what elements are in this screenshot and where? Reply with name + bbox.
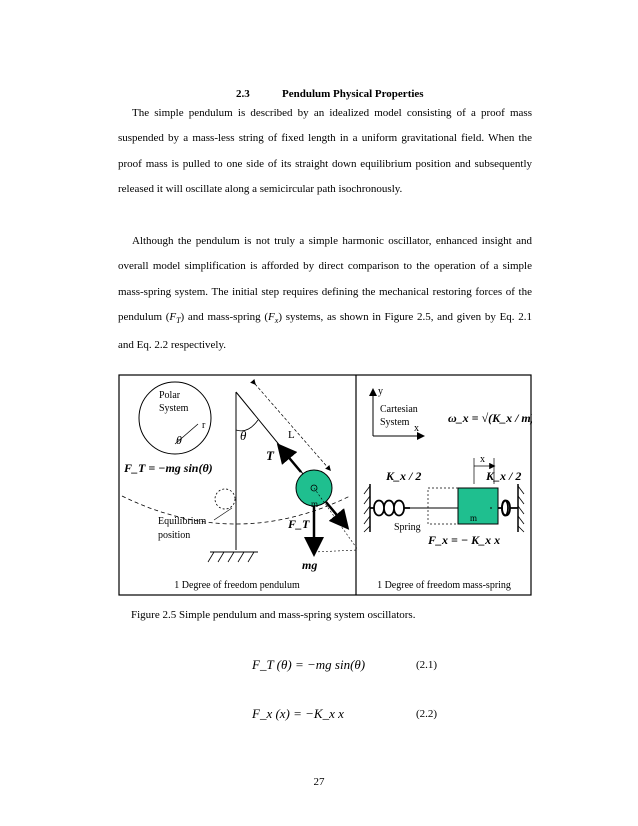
equilibrium-label-2: position [158,530,191,541]
equilibrium-label-1: Equilibrium [158,516,207,527]
equation-2-2: F_x (x) = −K_x x [252,706,344,721]
page-number: 27 [313,776,325,788]
y-axis-label: y [378,386,383,397]
ft-label: F_T [288,517,310,531]
section-number: 2.3 [236,88,250,100]
spring-force-equation: F_x = − K_x x [428,533,501,547]
pendulum-force-equation: F_T = −mg sin(θ) [124,461,213,475]
length-label: L [288,429,295,441]
paragraph-1 [118,101,532,202]
theta-label: θ [240,428,247,443]
tension-label: T [266,448,274,463]
equation-2-1-number: (2.1) [416,659,438,671]
paragraph-1-text: The simple pendulum is described by an idealized model consisting of a proof mass suspended by a mass-less string of fixed length in a uniform gravitational field. When the proof mass is pulled to one side of its straight down equilibrium position and subsequently released it will oscillate along a semicircular path isochronously. [118,107,532,195]
mg-label: mg [302,558,318,572]
kx-half-right: K_x / 2 [486,469,522,483]
equation-2-1: F_T (θ) = −mg sin(θ) [252,657,366,672]
paragraph-2-text [118,229,532,359]
spring-label: Spring [394,522,421,533]
paragraph-2 [118,229,532,359]
polar-label-1: Polar [159,390,181,401]
ft-subscript: T [176,316,181,326]
spring-mass-label: m [470,513,478,523]
fx-subscript: x [274,316,279,326]
x-axis-label: x [414,423,419,434]
spring-mass [458,488,498,524]
figure-caption: Figure 2.5 Simple pendulum and mass-spring system oscillators. [131,609,416,621]
section-title: Pendulum Physical Properties [282,88,424,100]
polar-label-2: System [159,403,189,414]
cartesian-label-1: Cartesian [380,404,418,415]
figure-2-5 [118,374,532,596]
ft-symbol: F [169,310,177,323]
paragraph-2-part-c: ) systems, as shown in Figure 2.5, and given by Eq. 2.1 and Eq. 2.2 respectively. [118,310,532,352]
mass-label: m [311,499,319,509]
cartesian-label-2: System [380,417,410,428]
polar-theta: θ [176,433,182,447]
equation-2-2-number: (2.2) [416,708,438,720]
paragraph-2-part-a: Although the pendulum is not truly a simple harmonic oscillator, enhanced insight and overall model simplification is afforded by direct comparison to the operation of a simple mass-spring system. The initial step requires defining the mechanical restoring forces of the pendulum ( [118,235,532,323]
omega-equation: ω_x = √(K_x / m) [448,411,532,425]
displacement-label: x [480,454,485,465]
kx-half-left: K_x / 2 [386,469,422,483]
pendulum-caption: 1 Degree of freedom pendulum [174,580,300,591]
mass-spring-caption: 1 Degree of freedom mass-spring [377,580,511,591]
polar-r-label: r [202,420,206,431]
figure-svg [118,374,532,596]
paragraph-2-part-b: ) and mass-spring ( [180,310,269,323]
fx-symbol: F [268,310,275,323]
